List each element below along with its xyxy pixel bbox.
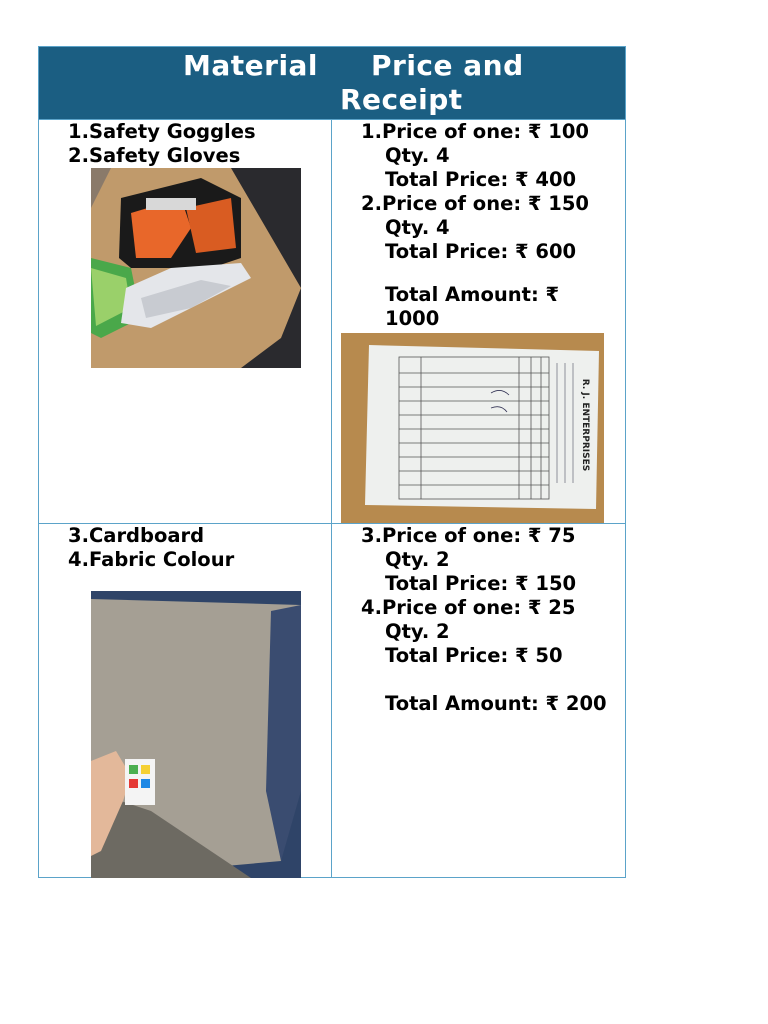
qty-fabric: Qty. 2: [385, 620, 450, 643]
column-divider: [331, 119, 332, 877]
total-amount-row1-value: 1000: [385, 307, 440, 330]
price-line-goggles: 1.Price of one: ₹ 100: [361, 120, 589, 143]
material-item-cardboard: 3.Cardboard: [68, 524, 205, 547]
total-amount-row2: Total Amount: ₹ 200: [385, 692, 607, 715]
total-amount-row1-label: Total Amount: ₹: [385, 283, 560, 306]
total-cardboard: Total Price: ₹ 150: [385, 572, 577, 595]
price-line-cardboard: 3.Price of one: ₹ 75: [361, 524, 576, 547]
material-item-safety-gloves: 2.Safety Gloves: [68, 144, 241, 167]
price-line-fabric: 4.Price of one: ₹ 25: [361, 596, 576, 619]
material-item-fabric-colour: 4.Fabric Colour: [68, 548, 235, 571]
total-fabric: Total Price: ₹ 50: [385, 644, 563, 667]
price-line-gloves: 2.Price of one: ₹ 150: [361, 192, 589, 215]
qty-cardboard: Qty. 2: [385, 548, 450, 571]
qty-gloves: Qty. 4: [385, 216, 450, 239]
header-price-line1: Price and: [371, 49, 524, 82]
materials-table: [38, 46, 626, 878]
table-header: [39, 47, 625, 119]
qty-goggles: Qty. 4: [385, 144, 450, 167]
header-material: Material: [183, 49, 319, 82]
cardboard-photo: [91, 591, 301, 878]
receipt-title: R. J. ENTERPRISES: [580, 378, 590, 472]
total-gloves: Total Price: ₹ 600: [385, 240, 577, 263]
receipt-photo: [341, 333, 604, 523]
material-item-safety-goggles: 1.Safety Goggles: [68, 120, 256, 143]
safety-gear-photo: [91, 168, 301, 368]
header-price-line2: Receipt: [340, 83, 463, 116]
total-goggles: Total Price: ₹ 400: [385, 168, 577, 191]
